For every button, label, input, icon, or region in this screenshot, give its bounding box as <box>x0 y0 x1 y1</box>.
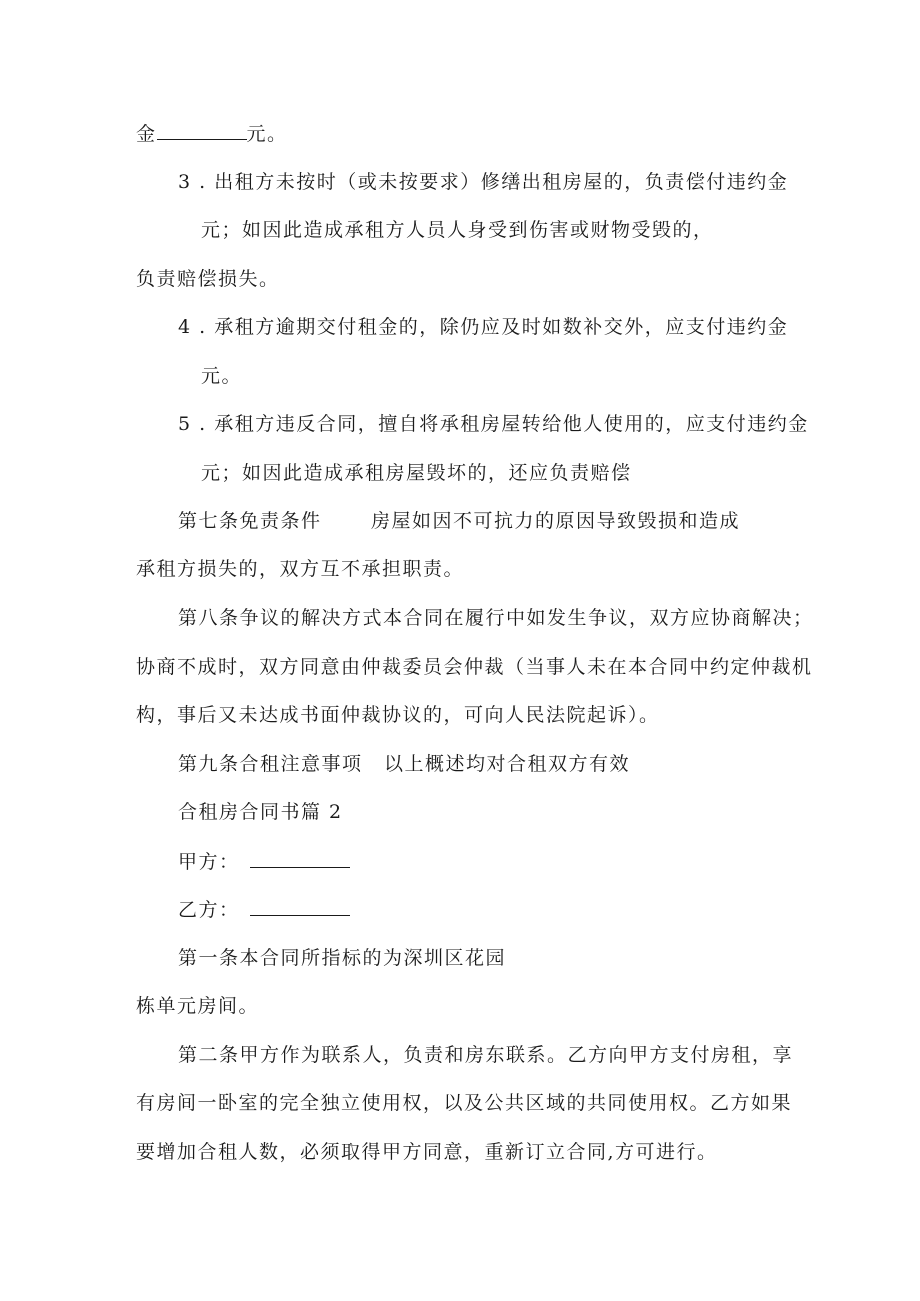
article-2-continued: 有房间一卧室的完全独立使用权，以及公共区域的共同使用权。乙方如果 <box>136 1092 793 1114</box>
article-8-continued: 协商不成时，双方同意由仲裁委员会仲裁（当事人未在本合同中约定仲裁机 <box>136 656 813 678</box>
clause-5-text: 5 . 承租方违反合同，擅自将承租房屋转给他人使用的，应支付违约金 <box>178 413 809 435</box>
clause-5-end: 元；如因此造成承租房屋毁坏的，还应负责赔偿 <box>201 462 632 484</box>
article-2-end: 要增加合租人数，必须取得甲方同意，重新订立合同,方可进行。 <box>136 1141 718 1163</box>
party-b-blank <box>250 897 350 916</box>
party-a-blank <box>250 849 350 868</box>
article-2-text: 第二条甲方作为联系人，负责和房东联系。乙方向甲方支付房租，享 <box>178 1044 794 1066</box>
article-7-end: 承租方损失的，双方互不承担职责。 <box>136 558 465 580</box>
article-8-end: 构，事后又未达成书面仲裁协议的，可向人民法院起诉）。 <box>136 704 660 726</box>
article-9-heading: 第九条合租注意事项 <box>178 753 363 775</box>
clause-4-text: 4 . 承租方逾期交付租金的，除仍应及时如数补交外，应支付违约金 <box>178 316 789 338</box>
text-yuan: 元。 <box>246 123 288 145</box>
clause-3-text: 3 . 出租方未按时（或未按要求）修缮出租房屋的，负责偿付违约金 <box>178 171 789 193</box>
text-jin: 金 <box>136 123 157 145</box>
article-7-heading: 第七条免责条件 <box>178 510 322 532</box>
clause-3-continued: 元；如因此造成承租方人员人身受到伤害或财物受毁的， <box>201 219 714 241</box>
article-8-text: 第八条争议的解决方式本合同在履行中如发生争议，双方应协商解决； <box>178 607 814 629</box>
article-1-text: 第一条本合同所指标的为深圳区花园 <box>178 947 507 969</box>
party-a-line <box>178 849 350 874</box>
clause-4-end: 元。 <box>201 365 243 387</box>
section-title: 合租房合同书篇 2 <box>178 801 343 823</box>
blank-field <box>157 121 247 140</box>
clause-3-end: 负责赔偿损失。 <box>136 268 280 290</box>
party-b-line <box>178 897 350 922</box>
party-b-label: 乙方： <box>178 899 240 921</box>
article-9-text: 以上概述均对合租双方有效 <box>384 753 631 775</box>
article-1-end: 栋单元房间。 <box>136 995 260 1017</box>
article-7-text: 房屋如因不可抗力的原因导致毁损和造成 <box>371 510 741 532</box>
party-a-label: 甲方： <box>178 851 240 873</box>
penalty-amount-line <box>136 121 288 146</box>
